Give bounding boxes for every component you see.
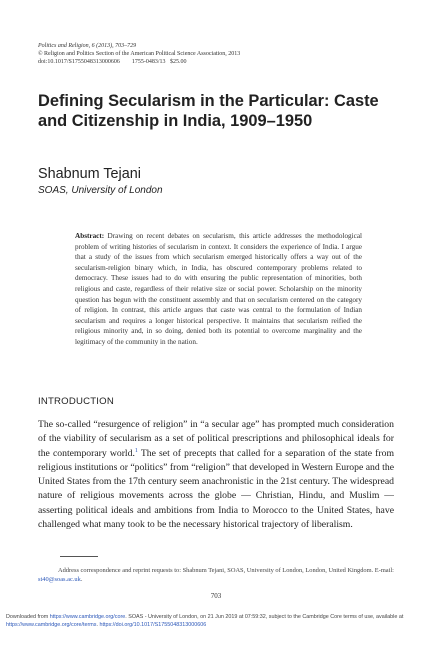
download-middle: . SOAS - University of London, on 21 Jun 2019 at 07:59:32, subject to the Cambridge Core terms of use, available at bbox=[125, 614, 404, 620]
abstract-label: Abstract: bbox=[75, 232, 105, 240]
cambridge-core-link[interactable]: https://www.cambridge.org/core bbox=[49, 614, 126, 620]
doi-line: doi:10.1017/S1755048313000606 1755-0483/13 $25.00 bbox=[38, 59, 187, 65]
footnote-end: . bbox=[80, 576, 83, 583]
footnote-marker-link[interactable]: 1 bbox=[134, 447, 138, 454]
article-title: Defining Secularism in the Particular: Caste and Citizenship in India, 1909–1950 bbox=[38, 92, 379, 130]
correspondence-footnote bbox=[38, 566, 394, 584]
author-email-link[interactable]: st40@soas.ac.uk bbox=[38, 576, 81, 583]
section-heading-introduction: INTRODUCTION bbox=[38, 396, 114, 407]
terms-link[interactable]: https://www.cambridge.org/core/terms bbox=[6, 621, 97, 628]
footnote-text: Address correspondence and reprint requests to: Shabnum Tejani, SOAS, University of London, London, United Kingdom. E-mail: bbox=[58, 567, 394, 574]
journal-citation: Politics and Religion, 6 (2013), 703–729 bbox=[38, 43, 137, 49]
intro-text-part-2: The set of precepts that called for a separation of the state from religious institutions or “politics” from “religion” that developed in Western Europe and the United States from the 17th century seem anachronistic in the 21st century. The widespread nature of religious movements across the globe — Christian, Hindu, and Muslim — asserting political ideals and ambitions from India to Morocco to the United States, have challenged what many took to be the necessary historical trajectory of liberalism. bbox=[38, 447, 395, 531]
abstract-text: Drawing on recent debates on secularism, this article addresses the methodological problem of writing histories of secularism in context. It considers the experience of India. I argue that a study of the issues from which secularism emerged historically offers a way out of the secularism-religion binary which, in India, has obscured contemporary problems related to democracy. These issues had to do with ensuring the public representation of minorities, both religious and caste, regardless of their relative size or social power. Scholarship on the minority question has begun with the constituent assembly and that on secularism centered on the category of religion. In contrast, this article argues that caste was central to the formulation of Indian secularism and requires a longer historical perspective. It maintains that secularism reified the religious minority and, in so doing, denied both its potential to overcome marginality and the legitimacy of the community in the nation. bbox=[75, 232, 363, 346]
download-notice bbox=[6, 614, 430, 629]
journal-header bbox=[38, 42, 398, 66]
author-affiliation: SOAS, University of London bbox=[38, 185, 163, 196]
footnote-divider bbox=[60, 556, 98, 557]
copyright-line: © Religion and Politics Section of the American Political Science Association, 2013 bbox=[38, 51, 241, 57]
author-name: Shabnum Tejani bbox=[38, 166, 141, 182]
abstract bbox=[75, 231, 362, 348]
doi-link[interactable]: https://doi.org/10.1017/S1755048313000606 bbox=[99, 621, 207, 628]
download-sep: . bbox=[96, 621, 100, 628]
download-prefix: Downloaded from bbox=[6, 614, 50, 620]
page-number: 703 bbox=[210, 592, 222, 600]
intro-text-part-1: The so-called “resurgence of religion” in “a secular age” has prompted much consideration of the viability of secularism as a set of political prescriptions and philosophical ideals for the contemporary world. bbox=[38, 419, 394, 459]
introduction-paragraph bbox=[38, 418, 394, 532]
